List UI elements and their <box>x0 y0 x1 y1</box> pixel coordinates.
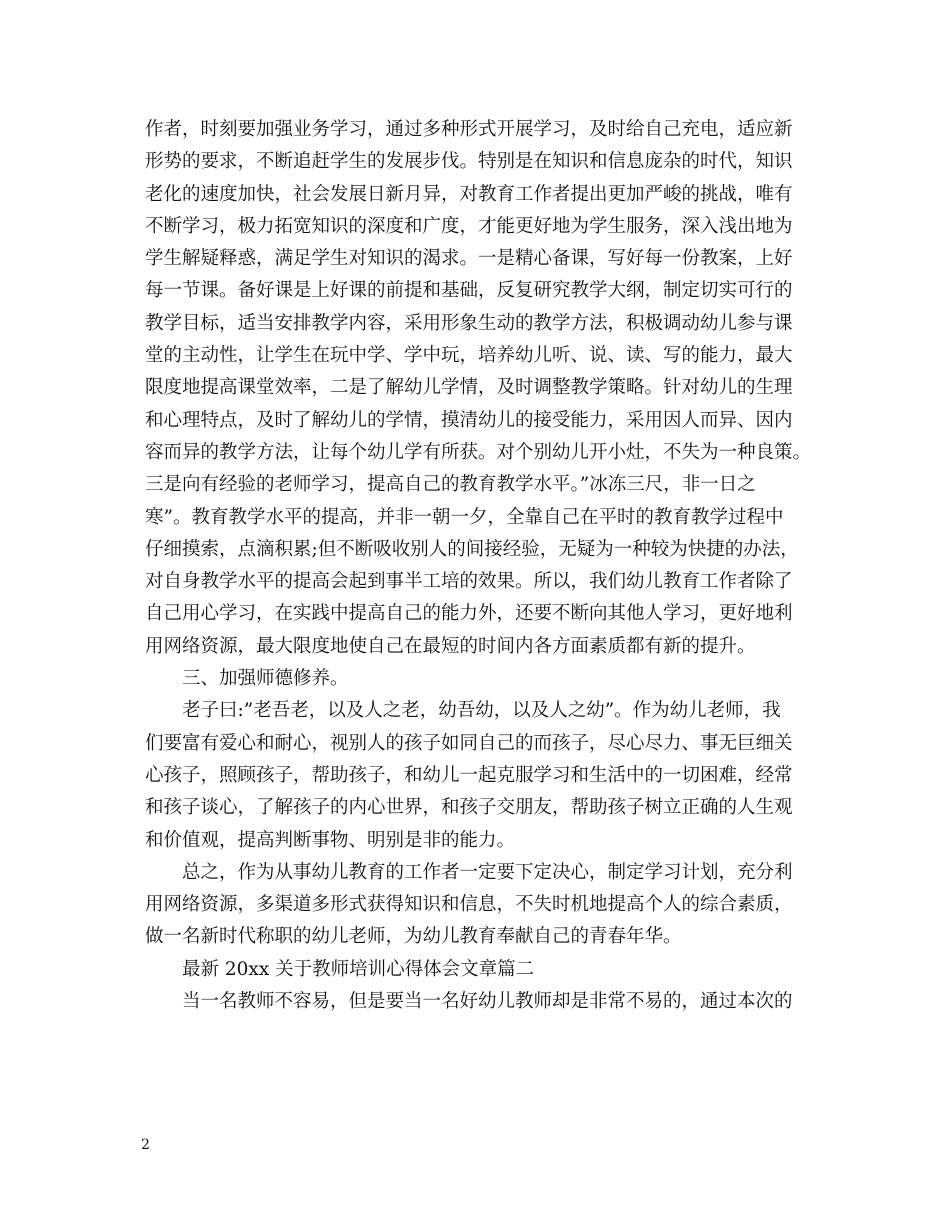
text-line: 三是向有经验的老师学习，提高自己的教育教学水平。”冰冻三尺，非一日之 <box>145 474 756 496</box>
text-line: 当一名教师不容易，但是要当一名好幼儿教师却是非常不易的，通过本次的 <box>182 991 793 1013</box>
text-line: 用网络资源，多渠道多形式获得知识和信息，不失时机地提高个人的综合素质， <box>145 894 793 916</box>
text-line: 心孩子，照顾孩子，帮助孩子，和幼儿一起克服学习和生活中的一切困难，经常 <box>145 764 793 786</box>
text-line: 做一名新时代称职的幼儿老师，为幼儿教育奉献自己的青春年华。 <box>145 926 682 948</box>
text-line: 教学目标，适当安排教学内容，采用形象生动的教学方法，积极调动幼儿参与课 <box>145 312 793 334</box>
text-line: 用网络资源，最大限度地使自己在最短的时间内各方面素质都有新的提升。 <box>145 635 756 657</box>
text-line: 不断学习，极力拓宽知识的深度和广度，才能更好地为学生服务，深入浅出地为 <box>145 215 793 237</box>
text-line: 和孩子谈心，了解孩子的内心世界，和孩子交朋友，帮助孩子树立正确的人生观 <box>145 797 793 819</box>
text-line: 们要富有爱心和耐心，视别人的孩子如同自己的而孩子，尽心尽力、事无巨细关 <box>145 732 793 754</box>
text-line: 最新 20xx 关于教师培训心得体会文章篇二 <box>182 958 535 980</box>
text-line: 三、加强师德修养。 <box>182 668 349 690</box>
text-line: 形势的要求，不断追赶学生的发展步伐。特别是在知识和信息庞杂的时代，知识 <box>145 151 793 173</box>
text-line: 限度地提高课堂效率，二是了解幼儿学情，及时调整教学策略。针对幼儿的生理 <box>145 377 793 399</box>
text-line: 自己用心学习，在实践中提高自己的能力外，还要不断向其他人学习，更好地利 <box>145 603 793 625</box>
text-line: 老化的速度加快，社会发展日新月异，对教育工作者提出更加严峻的挑战，唯有 <box>145 183 793 205</box>
text-line: 每一节课。备好课是上好课的前提和基础，反复研究教学大纲，制定切实可行的 <box>145 280 793 302</box>
body-text <box>145 114 825 1018</box>
text-line: 学生解疑释惑，满足学生对知识的渴求。一是精心备课，写好每一份教案，上好 <box>145 248 793 270</box>
text-line: 仔细摸索，点滴积累;但不断吸收别人的间接经验，无疑为一种较为快捷的办法， <box>145 538 799 560</box>
text-line: 和心理特点，及时了解幼儿的学情，摸清幼儿的接受能力，采用因人而异、因内 <box>145 409 793 431</box>
text-line: 对自身教学水平的提高会起到事半工培的效果。所以，我们幼儿教育工作者除了 <box>145 571 793 593</box>
text-line: 容而异的教学方法，让每个幼儿学有所获。对个别幼儿开小灶，不失为一种良策。 <box>145 441 812 463</box>
text-line: 老子曰:”老吾老，以及人之老，幼吾幼，以及人之幼”。作为幼儿老师，我 <box>182 700 781 722</box>
text-line: 作者，时刻要加强业务学习，通过多种形式开展学习，及时给自己充电，适应新 <box>145 119 793 140</box>
text-line: 总之，作为从事幼儿教育的工作者一定要下定决心，制定学习计划，充分利 <box>182 861 793 883</box>
text-line: 堂的主动性，让学生在玩中学、学中玩，培养幼儿听、说、读、写的能力，最大 <box>145 345 793 367</box>
text-line: 寒”。教育教学水平的提高，并非一朝一夕，全靠自己在平时的教育教学过程中 <box>145 506 784 528</box>
text-line: 和价值观，提高判断事物、明别是非的能力。 <box>145 829 516 851</box>
page-number: 2 <box>141 1137 150 1153</box>
